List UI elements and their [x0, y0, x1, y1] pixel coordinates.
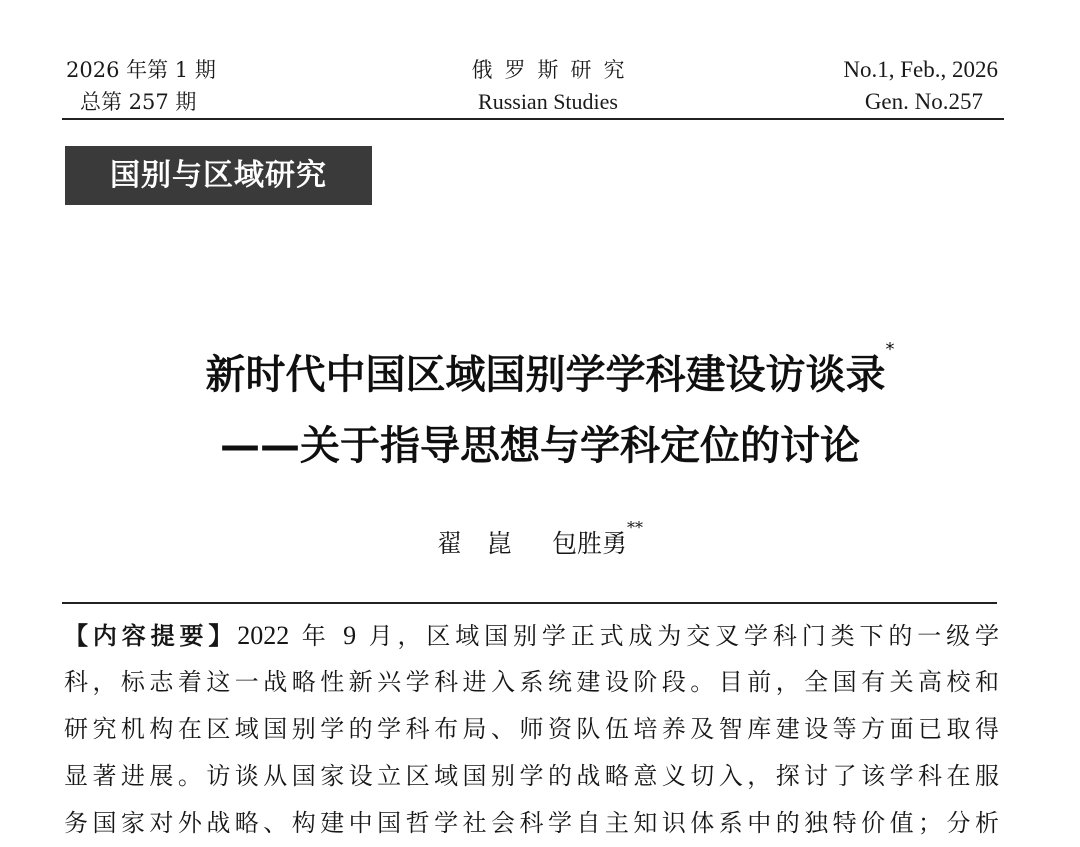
issue-info-en [843, 54, 998, 118]
author-name: 翟 崑 [436, 529, 512, 558]
journal-name-cn: 俄罗斯研究 [471, 58, 637, 82]
article-subtitle: ——关于指导思想与学科定位的讨论 [220, 423, 860, 469]
issue-number-en: No.1, Feb., 2026 [843, 57, 998, 82]
abstract-year: 2022 [237, 621, 290, 650]
authors [0, 518, 1080, 560]
issue-total-number: 总第 257 期 [80, 90, 197, 114]
header-divider [62, 118, 1004, 120]
title-footnote-mark: * [885, 339, 895, 360]
abstract-line: 显著进展。访谈从国家设立区域国别学的战略意义切入，探讨了该学科在服 [64, 762, 999, 790]
article-title [0, 339, 1080, 400]
abstract-text: 月，区域国别学正式成为交叉学科门类下的一级学 [368, 622, 1000, 650]
abstract-line: 科，标志着这一战略性新兴学科进入系统建设阶段。目前，全国有关高校和 [64, 668, 999, 696]
author-name: 包胜勇 [552, 529, 628, 558]
abstract-line: 务国家对外战略、构建中国哲学社会科学自主知识体系中的独特价值；分析 [64, 809, 999, 837]
article-title-text: 新时代中国区域国别学学科建设访谈录 [205, 352, 886, 398]
abstract [64, 612, 999, 847]
author-footnote-mark: ** [627, 518, 644, 537]
abstract-line [64, 612, 999, 659]
general-number-en: Gen. No.257 [864, 89, 983, 114]
column-tag: 国别与区域研究 [65, 146, 372, 205]
abstract-text: 年 [301, 622, 331, 650]
abstract-divider [62, 602, 997, 604]
journal-name-en: Russian Studies [478, 89, 618, 114]
abstract-label: 【内容提要】 [64, 622, 238, 650]
abstract-month: 9 [343, 621, 357, 650]
issue-year-number: 2026 年第 1 期 [66, 58, 216, 82]
abstract-line: 研究机构在区域国别学的学科布局、师资队伍培养及智库建设等方面已取得 [64, 715, 999, 743]
